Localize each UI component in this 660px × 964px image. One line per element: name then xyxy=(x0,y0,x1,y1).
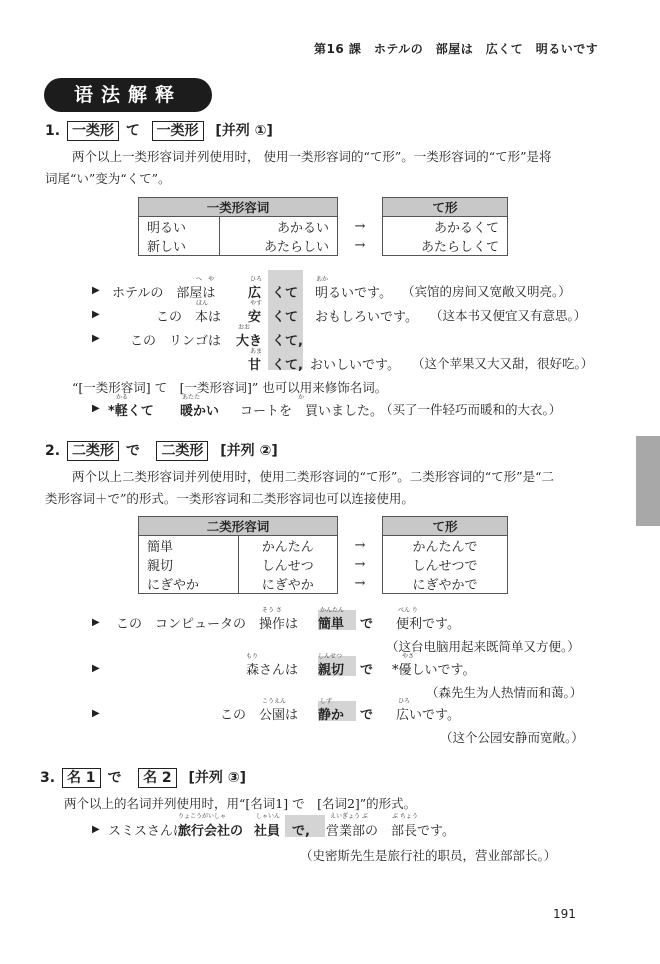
bullet-icon: ▶ xyxy=(92,617,100,628)
bullet-icon: ▶ xyxy=(92,403,100,414)
connector: て xyxy=(125,123,140,139)
explanation-text: 词尾“い”变为“くて”。 xyxy=(45,171,171,186)
arrow-icon: → xyxy=(354,576,366,592)
explanation-text: 两个以上二类形容词并列使用时，使用二类形容词的“て形”。二类形容词的“て形”是“二 xyxy=(72,469,554,484)
bullet-icon: ▶ xyxy=(92,824,100,835)
pattern-box: 一类形 xyxy=(67,121,119,141)
table-row: 親切 しんせつ → しんせつで xyxy=(139,555,508,574)
pattern-tag: [并列 ③] xyxy=(188,770,246,786)
explanation-text: 两个以上一类形容词并列使用时， 使用一类形容词的“て形”。一类形容词的“て形”是将 xyxy=(72,149,552,164)
pattern-box: 名 1 xyxy=(62,768,101,788)
pattern-box: 二类形 xyxy=(67,441,119,461)
section-2-title xyxy=(45,440,278,461)
pattern-tag: [并列 ①] xyxy=(215,123,273,139)
table-row: 明るい あかるい → あかるくて xyxy=(139,217,508,237)
conjugation-table xyxy=(138,516,508,594)
section-number: 1. xyxy=(45,123,61,139)
connector: で xyxy=(125,443,140,459)
table-header: て形 xyxy=(383,517,508,536)
bullet-icon: ▶ xyxy=(92,309,100,320)
explanation-text: 类形容词＋で”的形式。一类形容词和二类形容词也可以连接使用。 xyxy=(45,491,414,506)
table-row: 簡単 かんたん → かんたんで xyxy=(139,536,508,556)
connector: で xyxy=(107,770,122,786)
bullet-icon: ▶ xyxy=(92,708,100,719)
table-header: て形 xyxy=(383,198,508,217)
pattern-box: 名 2 xyxy=(138,768,177,788)
section-1-title xyxy=(45,120,273,141)
arrow-icon: → xyxy=(354,238,366,254)
note-text: “[一类形容词] て [一类形容词]” 也可以用来修饰名词。 xyxy=(72,380,388,395)
section-pill: 语法解释 xyxy=(44,78,212,112)
explanation-text: 两个以上的名词并列使用时，用“[名词1] で [名词2]”的形式。 xyxy=(64,796,417,811)
page-number: 191 xyxy=(553,907,576,921)
pattern-tag: [并列 ②] xyxy=(220,443,278,459)
arrow-icon: → xyxy=(354,537,366,553)
table-row: 新しい あたらしい → あたらしくて xyxy=(139,236,508,256)
conjugation-table xyxy=(138,197,508,256)
table-row: にぎやか にぎやか → にぎやかで xyxy=(139,574,508,594)
bullet-icon: ▶ xyxy=(92,663,100,674)
running-header: 第16 課 ホテルの 部屋は 広くて 明るいです xyxy=(314,42,599,56)
arrow-icon: → xyxy=(354,557,366,572)
section-number: 3. xyxy=(40,770,56,786)
arrow-icon: → xyxy=(354,218,366,234)
pattern-box: 二类形 xyxy=(156,441,208,461)
section-3-title xyxy=(40,767,246,788)
table-header: 二类形容词 xyxy=(139,517,338,536)
pattern-box: 一类形 xyxy=(152,121,204,141)
chapter-thumb-tab xyxy=(636,436,660,526)
section-number: 2. xyxy=(45,443,61,459)
bullet-icon: ▶ xyxy=(92,333,100,344)
table-header: 一类形容词 xyxy=(139,198,338,217)
bullet-icon: ▶ xyxy=(92,285,100,296)
